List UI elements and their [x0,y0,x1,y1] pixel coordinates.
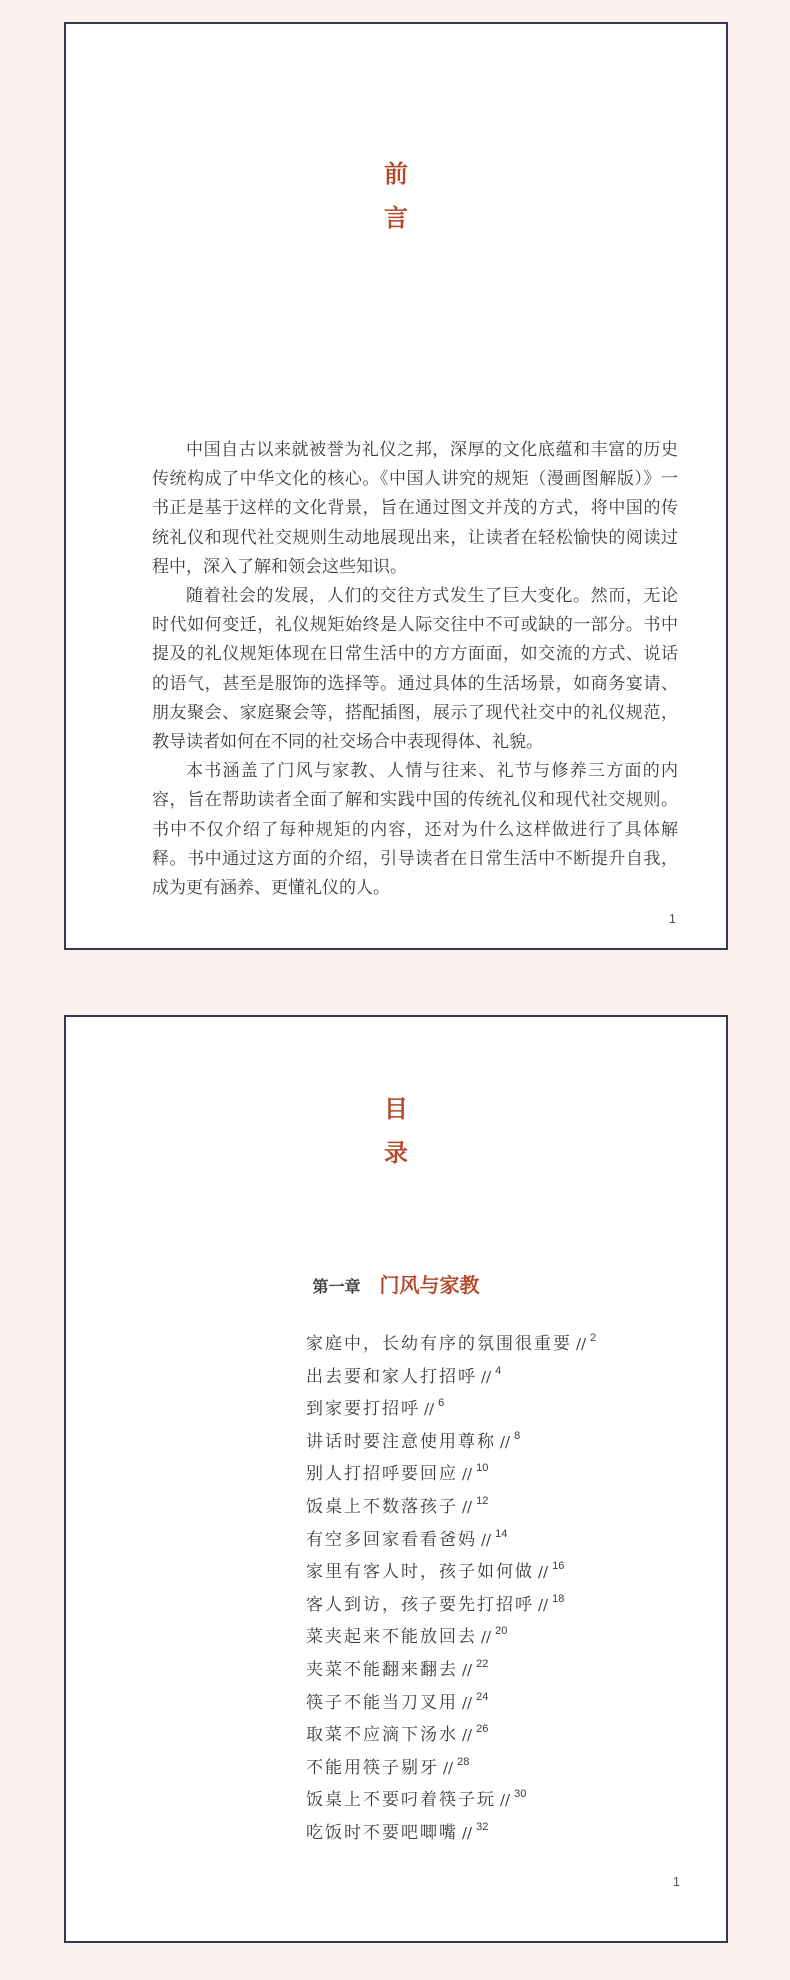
toc-entry-title: 吃饭时不要吧唧嘴 [306,1822,458,1843]
toc-entry-separator: // [500,1791,511,1810]
chapter-number: 第一章 [312,1277,361,1296]
toc-entry-title: 饭桌上不要叼着筷子玩 [306,1790,496,1811]
preface-page [64,22,728,950]
toc-entry[interactable] [306,1681,596,1714]
toc-entry-page: 26 [476,1723,489,1736]
toc-entry-title: 到家要打招呼 [306,1399,420,1420]
toc-entry-page: 6 [438,1397,445,1410]
toc-entry-title: 出去要和家人打招呼 [306,1366,477,1387]
toc-page [64,1015,728,1943]
preface-paragraph: 中国自古以来就被誉为礼仪之邦，深厚的文化底蕴和丰富的历史传统构成了中华文化的核心。《中国人讲究的规矩（漫画图解版）》一书正是基于这样的文化背景，旨在通过图文并茂的方式，将中国的传统礼仪和现代社交规则生动地展现出来，让读者在轻松愉快的阅读过程中，深入了解和领会这些知识。 [152,440,678,577]
toc-title-char: 目 [384,1094,408,1123]
toc-entry-page: 18 [552,1592,565,1605]
preface-paragraph: 随着社会的发展，人们的交往方式发生了巨大变化。然而，无论时代如何变迁，礼仪规矩始终是人际交往中不可或缺的一部分。书中提及的礼仪规矩体现在日常生活中的方方面面，如交流的方式、说话的语气，甚至是服饰的选择等。通过具体的生活场景，如商务宴请、朋友聚会、家庭聚会等，搭配插图，展示了现代社交中的礼仪规范，教导读者如何在不同的社交场合中表现得体、礼貌。 [152,586,678,753]
toc-entry-separator: // [462,1497,473,1516]
toc-entry-page: 30 [514,1788,527,1801]
toc-entry[interactable] [306,1583,596,1616]
toc-entry-separator: // [538,1563,549,1582]
toc-entry-separator: // [576,1335,587,1353]
toc-entry[interactable] [306,1387,596,1420]
toc-entry[interactable] [306,1420,596,1453]
toc-entry-page: 4 [495,1364,502,1377]
toc-entry[interactable] [306,1746,596,1779]
preface-title-char: 言 [384,203,408,232]
preface-title [66,152,726,240]
toc-entry-title: 饭桌上不数落孩子 [306,1496,458,1517]
toc-entry-page: 32 [476,1820,489,1833]
preface-title-char: 前 [384,159,408,188]
toc-entry-separator: // [481,1367,492,1386]
toc-entry-page: 20 [495,1625,508,1638]
toc-entry-page: 10 [476,1462,489,1475]
toc-entry-separator: // [538,1595,549,1614]
toc-entry-page: 24 [476,1690,489,1703]
toc-entry[interactable] [306,1485,596,1518]
toc-entry-page: 12 [476,1494,489,1507]
toc-entry-page: 2 [590,1332,597,1344]
chapter-heading [66,1269,726,1298]
toc-entry-title: 菜夹起来不能放回去 [306,1627,477,1648]
toc-page-number: 1 [672,1874,680,1889]
toc-entry[interactable] [306,1322,596,1355]
toc-entry-separator: // [481,1628,492,1647]
toc-entry[interactable] [306,1713,596,1746]
toc-entry-title: 讲话时要注意使用尊称 [306,1431,496,1452]
toc-entry-page: 28 [457,1755,470,1768]
toc-entry-title: 不能用筷子剔牙 [306,1757,439,1778]
toc-entry[interactable] [306,1615,596,1648]
toc-entry[interactable] [306,1778,596,1811]
preface-body [152,436,678,903]
toc-entry-separator: // [500,1432,511,1451]
toc-entry-title: 家庭中，长幼有序的氛围很重要 [306,1334,572,1354]
toc-entry-title: 别人打招呼要回应 [306,1464,458,1485]
toc-entry-separator: // [462,1823,473,1842]
toc-entry-separator: // [424,1400,435,1419]
toc-entry-page: 16 [552,1560,565,1573]
preface-page-number: 1 [668,911,676,926]
toc-title [66,1087,726,1175]
toc-entry-page: 8 [514,1429,521,1442]
toc-entry-separator: // [462,1693,473,1712]
toc-entry-page: 22 [476,1657,489,1670]
preface-paragraph: 本书涵盖了门风与家教、人情与往来、礼节与修养三方面的内容，旨在帮助读者全面了解和实践中国的传统礼仪和现代社交规则。书中不仅介绍了每种规矩的内容，还对为什么这样做进行了具体解释。书中通过这方面的介绍，引导读者在日常生活中不断提升自我，成为更有涵养、更懂礼仪的人。 [152,761,678,899]
toc-entry[interactable] [306,1355,596,1388]
toc-entry[interactable] [306,1648,596,1681]
toc-entry[interactable] [306,1452,596,1485]
toc-entry-title: 取菜不应滴下汤水 [306,1725,458,1746]
toc-list [306,1322,596,1844]
toc-entry[interactable] [306,1811,596,1844]
toc-entry-title: 夹菜不能翻来翻去 [306,1659,458,1680]
toc-entry-title: 客人到访，孩子要先打招呼 [306,1594,534,1615]
toc-entry-separator: // [462,1660,473,1679]
toc-entry-title: 家里有客人时，孩子如何做 [306,1562,534,1583]
toc-entry-page: 14 [495,1527,508,1540]
toc-entry[interactable] [306,1550,596,1583]
toc-entry[interactable] [306,1518,596,1551]
toc-entry-title: 有空多回家看看爸妈 [306,1529,477,1550]
toc-entry-separator: // [443,1758,454,1777]
chapter-title: 门风与家教 [379,1273,480,1297]
toc-title-char: 录 [384,1138,408,1167]
toc-entry-separator: // [462,1465,473,1484]
toc-entry-separator: // [462,1726,473,1745]
toc-entry-separator: // [481,1530,492,1549]
toc-entry-title: 筷子不能当刀叉用 [306,1692,458,1713]
